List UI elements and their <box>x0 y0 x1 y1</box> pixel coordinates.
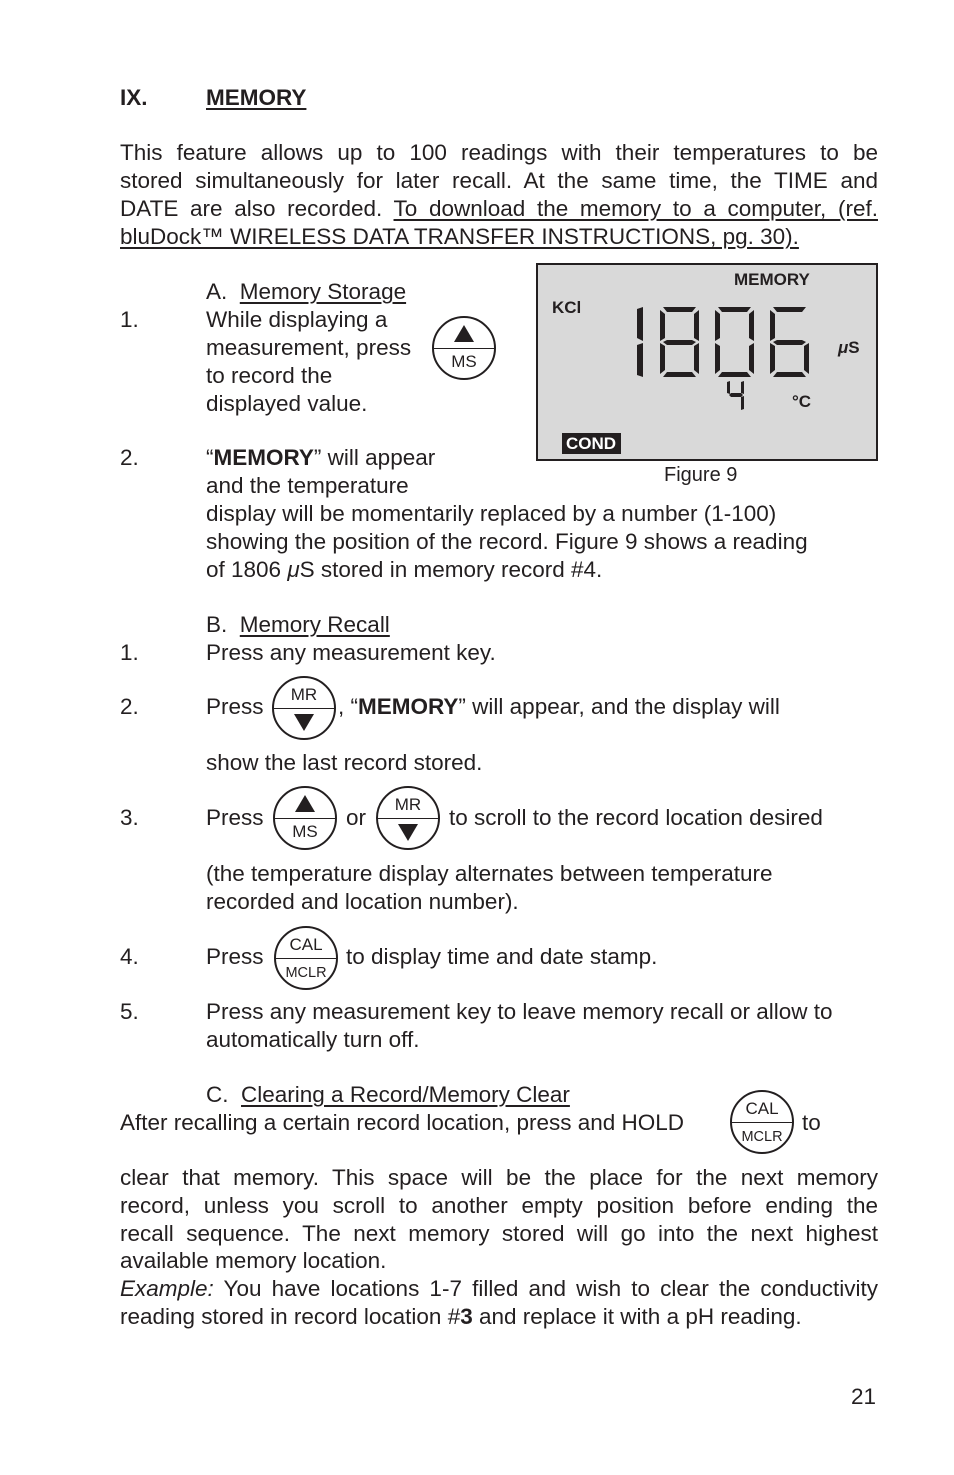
storage-step1-line: displayed value. <box>206 391 368 416</box>
storage-letter: A. <box>206 279 228 304</box>
mclr-key-label: MCLR <box>285 965 327 981</box>
example-text: You have locations 1-7 filled and wish to clear the conductivity <box>213 1276 878 1301</box>
recall-step4-text: to display time and date stamp. <box>346 944 658 969</box>
clear-heading <box>206 1081 570 1109</box>
down-arrow-icon <box>398 824 418 841</box>
recall-step3-text: to scroll to the record location desired <box>449 805 823 830</box>
recall-step5-line: Press any measurement key to leave memory recall or allow to <box>206 999 833 1024</box>
mr-key-icon <box>272 676 336 740</box>
mr-key-label: MR <box>290 685 318 704</box>
recall-step3-or: or <box>346 805 367 830</box>
record-number-emphasis: 3 <box>460 1304 473 1329</box>
clear-heading-text: Clearing a Record/Memory Clear <box>241 1082 570 1107</box>
recall-heading-text: Memory Recall <box>239 612 390 637</box>
lcd-main-reading <box>628 307 818 379</box>
storage-step2-text: ” will appear <box>313 445 436 470</box>
lcd-digit-8 <box>660 307 699 377</box>
recall-step2-text <box>338 693 780 721</box>
lcd-display-figure <box>536 263 878 461</box>
ms-key-icon <box>273 786 337 850</box>
lcd-temp-unit: °C <box>792 392 812 411</box>
recall-step5-number: 5. <box>120 999 139 1024</box>
lcd-memory-indicator: MEMORY <box>734 270 810 289</box>
lcd-digit-0 <box>715 307 754 377</box>
cal-mclr-key-icon <box>274 926 338 990</box>
cal-key-label: CAL <box>289 935 323 954</box>
recall-step3-number: 3. <box>120 805 139 830</box>
bludock-reference-link[interactable]: bluDock™ WIRELESS DATA TRANSFER INSTRUCTIONS, pg. 30). <box>120 224 799 249</box>
clear-letter: C. <box>206 1082 229 1107</box>
intro-line-3 <box>120 195 878 223</box>
recall-heading <box>206 611 390 639</box>
lcd-kcl-indicator: KCl <box>552 298 582 317</box>
lcd-unit-label <box>838 338 860 358</box>
mu-symbol: μ <box>287 557 300 582</box>
example-text: reading stored in record location # <box>120 1304 461 1329</box>
open-quote: “ <box>206 445 214 470</box>
recall-step2-open: , “ <box>338 694 358 719</box>
section-number: IX. <box>120 85 148 110</box>
lcd-mode-indicator: COND <box>562 433 621 454</box>
recall-step5-line: automatically turn off. <box>206 1027 420 1052</box>
storage-step1-line: measurement, press <box>206 335 412 360</box>
clear-paragraph-line: clear that memory. This space will be the place for the next memory <box>120 1165 878 1190</box>
clear-line1: After recalling a certain record location, press and HOLD <box>120 1110 685 1135</box>
recall-step2-rest: ” will appear, and the display will <box>458 694 780 719</box>
recall-step4-press: Press <box>206 944 264 969</box>
mr-key-label: MR <box>394 795 422 814</box>
ms-key-label: MS <box>451 352 477 371</box>
cal-key-label: CAL <box>745 1099 779 1118</box>
storage-step1-line: While displaying a <box>206 307 388 332</box>
ms-key-label: MS <box>292 822 318 841</box>
storage-step2-line <box>206 556 602 584</box>
memory-keyword: MEMORY <box>358 694 459 719</box>
ms-key-icon <box>432 316 496 380</box>
recall-step1-number: 1. <box>120 640 139 665</box>
up-arrow-icon <box>454 325 474 342</box>
recall-step4-number: 4. <box>120 944 139 969</box>
storage-step2-line <box>206 444 435 472</box>
download-reference-link[interactable]: To download the memory to a computer, (ref. <box>393 196 878 221</box>
mr-key-icon <box>376 786 440 850</box>
recall-step3-press: Press <box>206 805 264 830</box>
lcd-unit-mu: μ <box>838 338 849 357</box>
intro-line-1: This feature allows up to 100 readings with their temperatures to be <box>120 140 878 165</box>
storage-step2-text: S stored in memory record #4. <box>299 557 603 582</box>
lcd-record-number <box>726 381 748 411</box>
section-title: MEMORY <box>206 85 307 110</box>
figure-caption: Figure 9 <box>664 464 738 486</box>
recall-step2-press: Press <box>206 694 264 719</box>
storage-step2-line: and the temperature <box>206 473 409 498</box>
recall-step2-line2: show the last record stored. <box>206 750 483 775</box>
storage-heading <box>206 278 406 306</box>
lcd-digit-1 <box>637 307 643 377</box>
lcd-unit-s: S <box>848 338 860 357</box>
example-line <box>120 1303 802 1331</box>
example-text: and replace it with a pH reading. <box>472 1304 802 1329</box>
storage-heading-text: Memory Storage <box>239 279 407 304</box>
mclr-key-label: MCLR <box>741 1129 783 1145</box>
storage-step1-number: 1. <box>120 307 139 332</box>
storage-step1-line: to record the <box>206 363 333 388</box>
recall-letter: B. <box>206 612 228 637</box>
recall-step1-text: Press any measurement key. <box>206 640 496 665</box>
storage-step2-number: 2. <box>120 445 139 470</box>
clear-paragraph-line: recall sequence. The next memory stored will go into the next highest <box>120 1221 878 1246</box>
storage-step2-line: display will be momentarily replaced by a number (1-100) <box>206 501 777 526</box>
recall-step3-line: (the temperature display alternates between temperature <box>206 861 773 886</box>
storage-step2-text: of 1806 <box>206 557 288 582</box>
down-arrow-icon <box>294 714 314 731</box>
clear-line1-to: to <box>802 1110 821 1135</box>
cal-mclr-key-icon <box>730 1090 794 1154</box>
storage-step2-line: showing the position of the record. Figure 9 shows a reading <box>206 529 808 554</box>
memory-keyword: MEMORY <box>213 445 314 470</box>
lcd-digit-6 <box>770 307 809 377</box>
recall-step2-number: 2. <box>120 694 139 719</box>
clear-paragraph-line: record, unless you scroll to another empty position before ending the <box>120 1193 878 1218</box>
intro-line-3-text: DATE are also recorded. <box>120 196 394 221</box>
example-line <box>120 1275 878 1303</box>
recall-step3-line: recorded and location number). <box>206 889 519 914</box>
clear-paragraph-line: available memory location. <box>120 1248 387 1273</box>
example-label: Example: <box>120 1276 214 1301</box>
intro-line-2: stored simultaneously for later recall. At the same time, the TIME and <box>120 168 878 193</box>
page-number: 21 <box>851 1384 877 1409</box>
up-arrow-icon <box>295 795 315 812</box>
